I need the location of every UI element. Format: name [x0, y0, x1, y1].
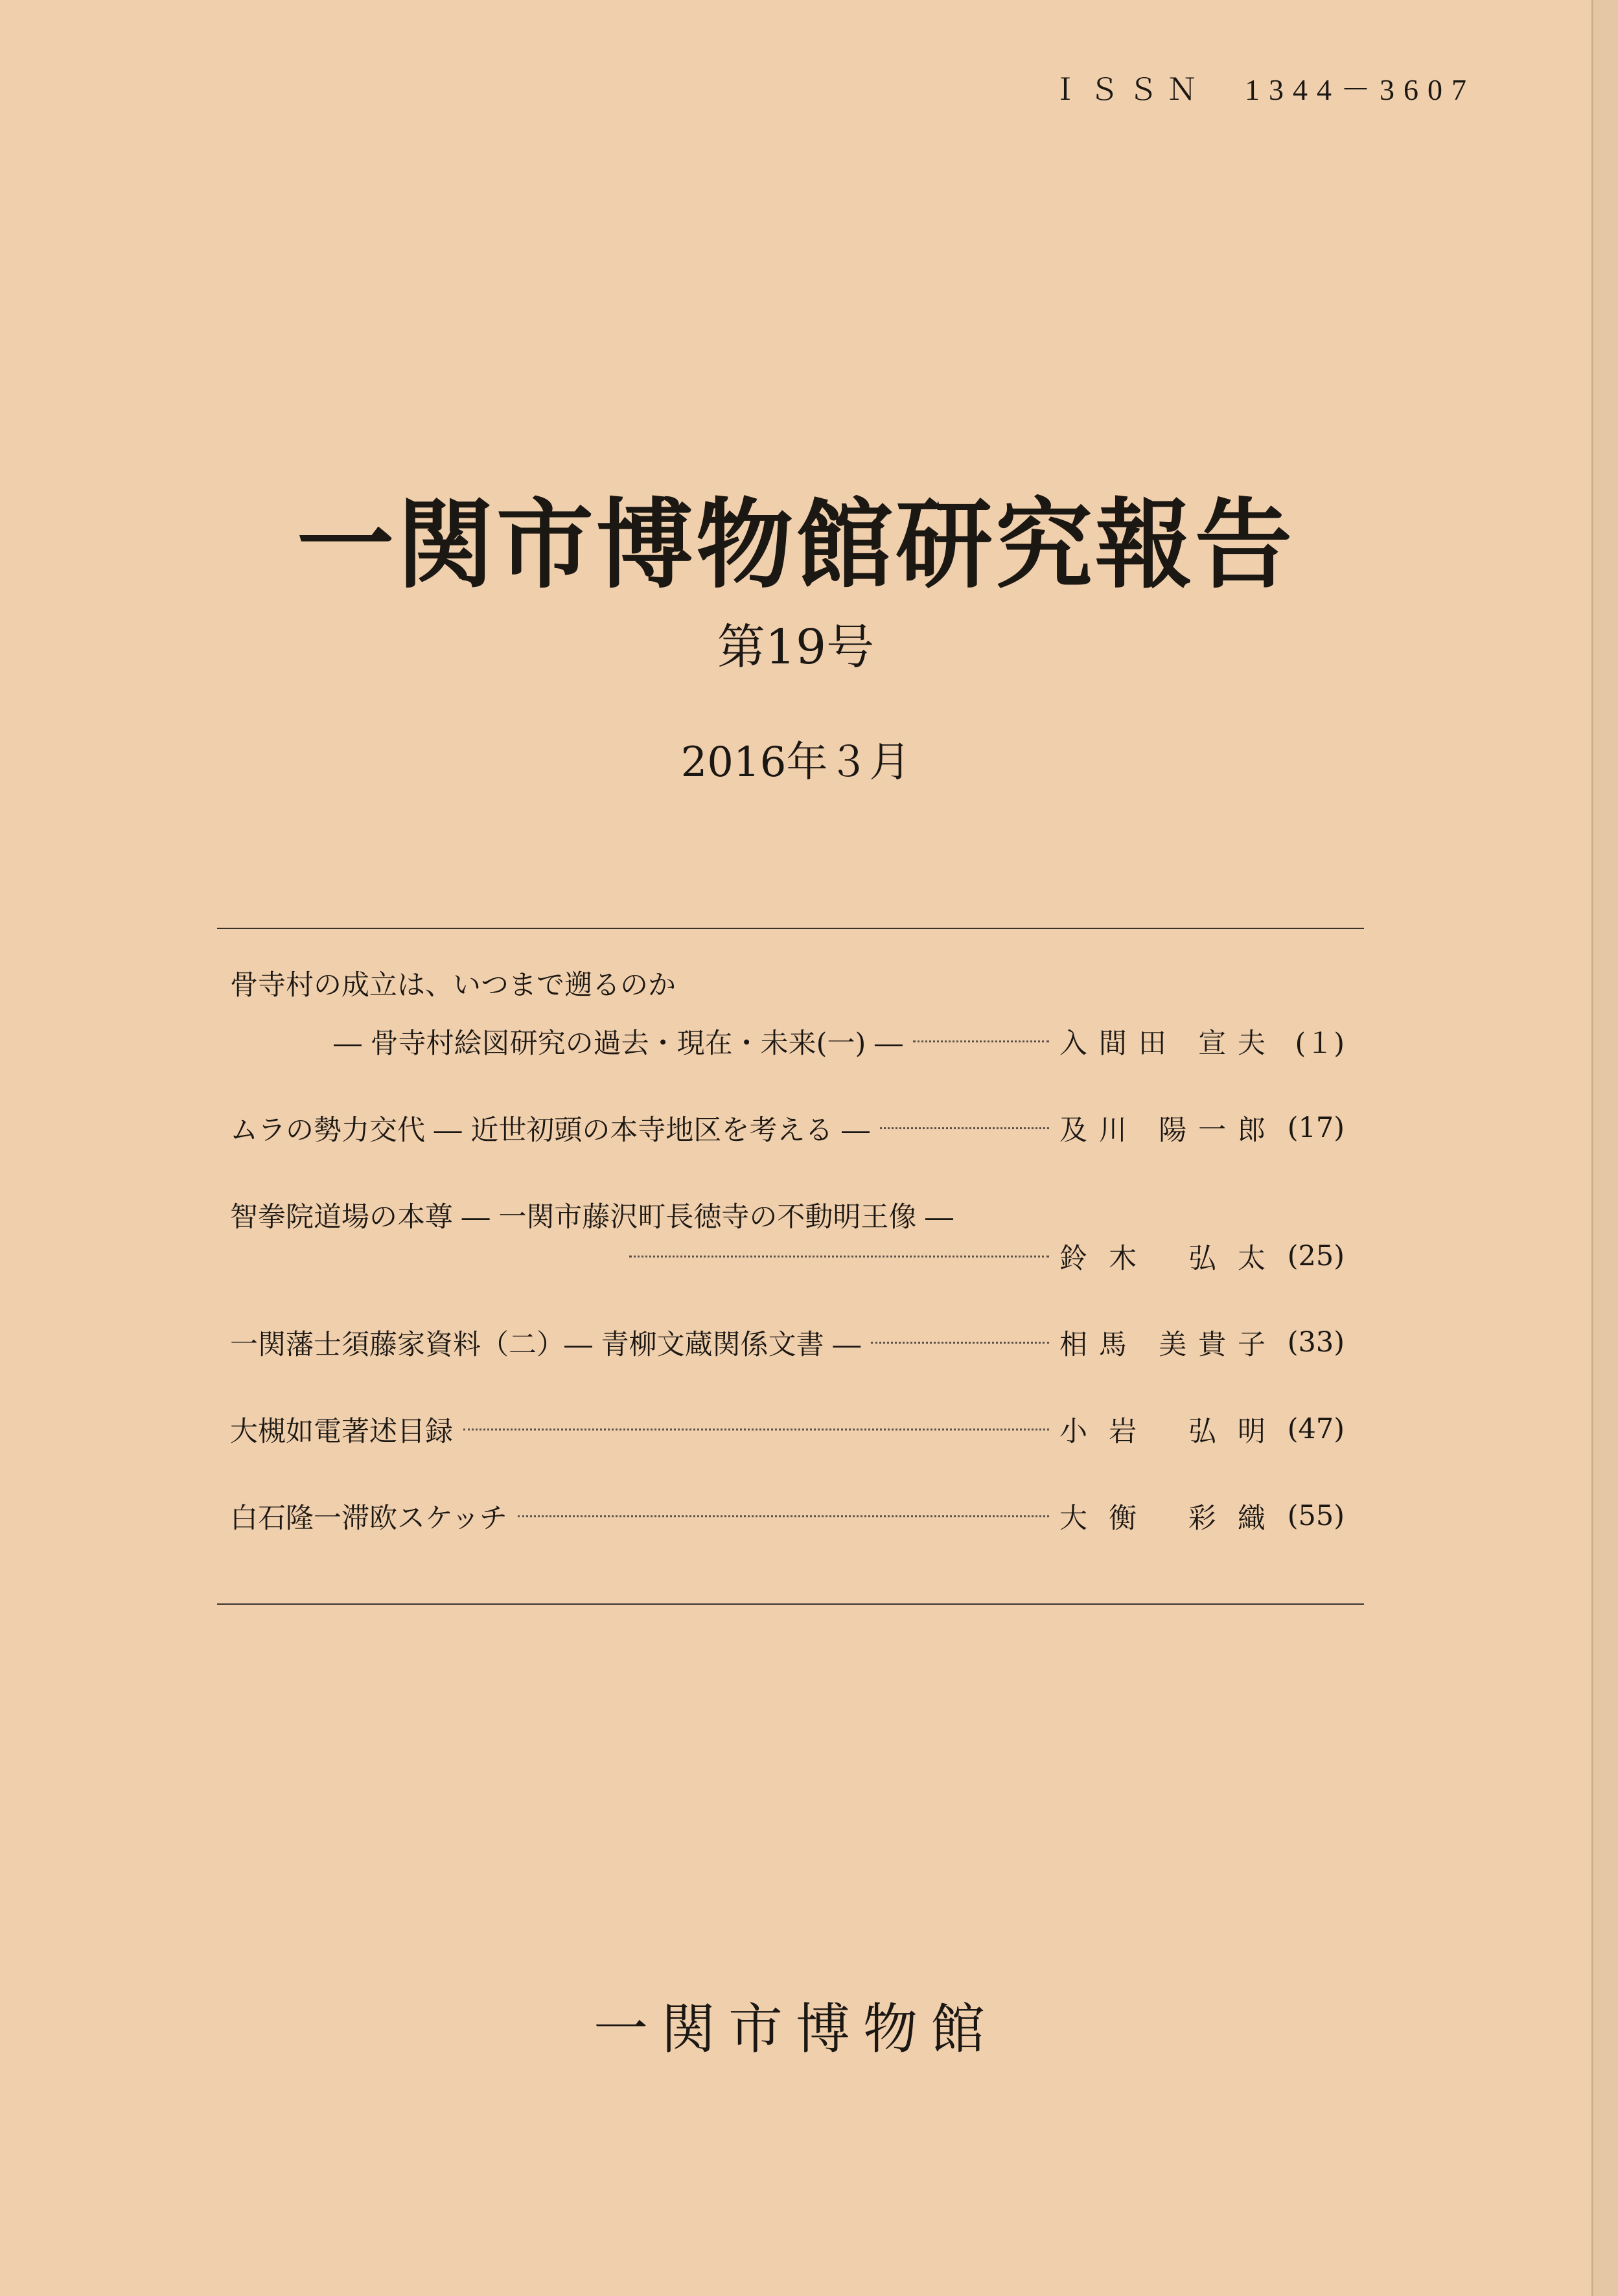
leader-dots — [463, 1429, 1049, 1430]
toc-entry-page: (55) — [1287, 1500, 1345, 1532]
toc-entry-author: 大衡 彩織 — [1059, 1502, 1267, 1535]
leader-dots — [629, 1256, 1049, 1257]
toc-entry-author: 及川 陽一郎 — [1059, 1114, 1267, 1147]
toc-entry-author: 相馬 美貴子 — [1059, 1328, 1267, 1361]
toc-entry-3-title-line — [230, 1192, 1345, 1237]
cover-edge — [1591, 0, 1618, 2296]
toc-entry-1-subtitle-line — [230, 1018, 1345, 1064]
toc-top-rule — [217, 928, 1364, 929]
toc-entry-5 — [230, 1406, 1345, 1452]
toc-entry-page: (１) — [1295, 1027, 1345, 1060]
journal-title: 一関市博物館研究報告 — [296, 488, 1295, 602]
toc-entry-2 — [230, 1105, 1345, 1151]
toc-entry-author: 鈴木 弘太 — [1059, 1242, 1267, 1275]
toc-entry-6 — [230, 1493, 1345, 1539]
leader-dots — [880, 1127, 1049, 1129]
issn-number: ＩＳＳＮ 1344－3607 — [1050, 73, 1475, 106]
toc-entry-page: (33) — [1287, 1326, 1345, 1359]
toc-entry-title: 一関藩士須藤家資料（二）― 青柳文蔵関係文書 ― — [230, 1328, 861, 1361]
leader-dots — [518, 1515, 1049, 1517]
toc-entry-title: 智拳院道場の本尊 ― 一関市藤沢町長徳寺の不動明王像 ― — [230, 1200, 954, 1234]
toc-entry-title: 大槻如電著述目録 — [230, 1415, 453, 1448]
publication-date: 2016年３月 — [680, 739, 911, 786]
toc-entry-page: (17) — [1287, 1112, 1345, 1144]
toc-entry-author: 小岩 弘明 — [1059, 1415, 1267, 1448]
leader-dots — [871, 1342, 1049, 1344]
toc-entry-author: 入間田 宣夫 — [1059, 1027, 1267, 1060]
toc-entry-page: (25) — [1287, 1240, 1345, 1272]
leader-dots — [913, 1040, 1049, 1042]
toc-entry-title: 骨寺村の成立は、いつまで遡るのか — [230, 969, 676, 1002]
toc-entry-title: ムラの勢力交代 ― 近世初頭の本寺地区を考える ― — [230, 1114, 870, 1147]
publisher-name: 一関市博物館 — [593, 1997, 998, 2061]
toc-entry-title: 白石隆一滞欧スケッチ — [230, 1502, 507, 1535]
toc-entry-3-author-line — [230, 1234, 1345, 1279]
toc-entry-4 — [230, 1320, 1345, 1365]
toc-entry-page: (47) — [1287, 1413, 1345, 1445]
toc-bottom-rule — [217, 1603, 1364, 1605]
issue-number: 第19号 — [717, 619, 875, 675]
toc-entry-1-title-line — [230, 960, 1345, 1005]
toc-entry-subtitle: ― 骨寺村絵図研究の過去・現在・未来(一) ― — [334, 1027, 903, 1060]
